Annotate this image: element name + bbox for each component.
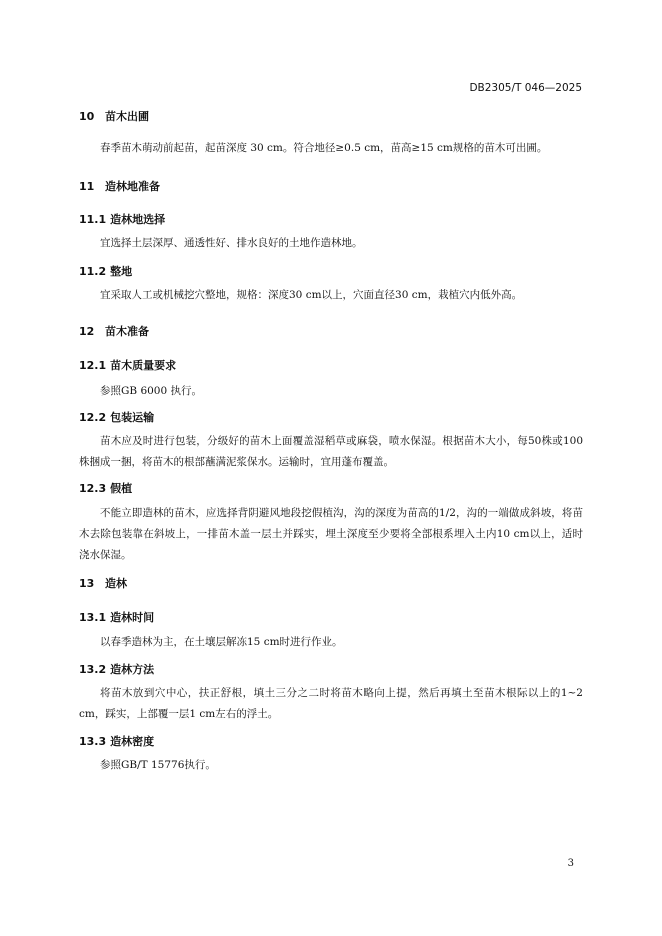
subsection-title: 造林地选择 bbox=[110, 213, 166, 226]
paragraph-12-1: 参照GB 6000 执行。 bbox=[100, 385, 203, 397]
section-number: 10 bbox=[79, 110, 95, 123]
subsection-number: 11.1 bbox=[79, 213, 107, 226]
subsection-heading-13-2 bbox=[79, 661, 154, 677]
section-title: 造林 bbox=[105, 577, 127, 590]
subsection-title: 造林时间 bbox=[110, 611, 155, 624]
subsection-heading-13-1 bbox=[79, 609, 154, 625]
section-title: 苗木出圃 bbox=[105, 110, 149, 123]
section-title: 苗木准备 bbox=[105, 325, 149, 338]
subsection-title: 造林密度 bbox=[110, 735, 155, 748]
subsection-heading-11-1 bbox=[79, 211, 165, 227]
subsection-number: 12.2 bbox=[79, 411, 107, 424]
paragraph-13-2: 将苗木放到穴中心，扶正舒根，填土三分之二时将苗木略向上提，然后再填土至苗木根际以上的1~2 cm，踩实，上部覆一层1 cm左右的浮土。 bbox=[79, 687, 583, 720]
subsection-title: 整地 bbox=[110, 265, 133, 278]
subsection-heading-12-2 bbox=[79, 409, 154, 425]
subsection-title: 造林方法 bbox=[110, 663, 155, 676]
subsection-title: 苗木质量要求 bbox=[110, 359, 177, 372]
subsection-title: 包装运输 bbox=[110, 411, 155, 424]
paragraph-11-2: 宜采取人工或机械挖穴整地，规格：深度30 cm以上，穴面直径30 cm，栽植穴内低外高。 bbox=[100, 289, 523, 301]
subsection-number: 11.2 bbox=[79, 265, 107, 278]
subsection-number: 12.3 bbox=[79, 482, 107, 495]
section-heading-10 bbox=[79, 108, 149, 124]
section-number: 12 bbox=[79, 325, 95, 338]
section-number: 11 bbox=[79, 180, 95, 193]
paragraph-13-3: 参照GB/T 15776执行。 bbox=[100, 759, 216, 771]
paragraph-12-2: 苗木应及时进行包装，分级好的苗木上面覆盖湿稻草或麻袋，喷水保湿。根据苗木大小，每50株或100株捆成一捆，将苗木的根部蘸满泥浆保水。运输时，宜用蓬布覆盖。 bbox=[79, 435, 583, 468]
subsection-heading-12-1 bbox=[79, 357, 176, 373]
section-title: 造林地准备 bbox=[105, 180, 160, 193]
paragraph-12-3: 不能立即造林的苗木，应选择背阴避风地段挖假植沟，沟的深度为苗高的1/2，沟的一端做成斜坡，将苗木去除包装靠在斜坡上，一排苗木盖一层土并踩实，埋土深度至少要将全部根系埋入土内10 cm以上，适时浇水保湿。 bbox=[79, 507, 583, 561]
section-number: 13 bbox=[79, 577, 95, 590]
paragraph-10: 春季苗木萌动前起苗，起苗深度 30 cm。符合地径≥0.5 cm，苗高≥15 cm规格的苗木可出圃。 bbox=[100, 142, 548, 154]
page-number: 3 bbox=[567, 858, 574, 869]
subsection-number: 13.2 bbox=[79, 663, 107, 676]
section-heading-11 bbox=[79, 178, 160, 194]
section-heading-13 bbox=[79, 575, 127, 591]
document-code: DB2305/T 046—2025 bbox=[469, 82, 582, 94]
subsection-number: 13.1 bbox=[79, 611, 107, 624]
subsection-heading-11-2 bbox=[79, 263, 132, 279]
subsection-heading-12-3 bbox=[79, 480, 132, 496]
subsection-number: 12.1 bbox=[79, 359, 107, 372]
subsection-number: 13.3 bbox=[79, 735, 107, 748]
subsection-title: 假植 bbox=[110, 482, 133, 495]
section-heading-12 bbox=[79, 323, 149, 339]
paragraph-13-1: 以春季造林为主，在土壤层解冻15 cm时进行作业。 bbox=[100, 636, 343, 648]
subsection-heading-13-3 bbox=[79, 733, 154, 749]
paragraph-11-1: 宜选择土层深厚、通透性好、排水良好的土地作造林地。 bbox=[100, 237, 363, 249]
